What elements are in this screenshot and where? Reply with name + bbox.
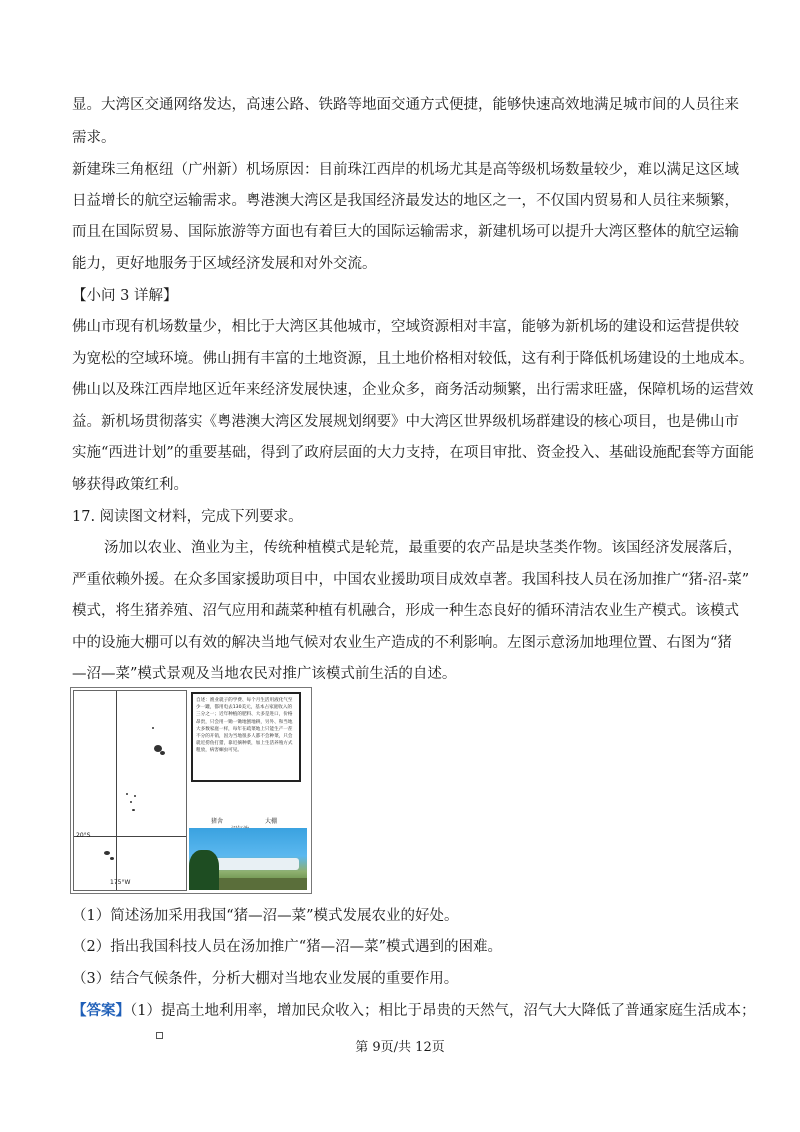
answer-tag: 【答案】 xyxy=(72,1002,130,1019)
island-mark xyxy=(110,857,114,860)
answer-text: （1）提高土地利用率，增加民众收入；相比于昂贵的天然气，沼气大大降低了普通家庭生活成本； xyxy=(130,1003,756,1019)
photo-label: 大棚 xyxy=(265,818,278,825)
latitude-label: 20°S xyxy=(76,832,91,839)
island-mark xyxy=(134,795,136,797)
island-mark xyxy=(126,793,128,795)
island-mark xyxy=(132,809,135,811)
paragraph-line: 汤加以农业、渔业为主，传统种植模式是轮荒，最重要的农产品是块茎类作物。该国经济发展落后， xyxy=(104,540,742,556)
question-item: （2）指出我国科技人员在汤加推广“猪—沼—菜”模式遇到的困难。 xyxy=(72,939,503,955)
text-line: 能力，更好地服务于区域经济发展和对外交流。 xyxy=(72,256,377,272)
landscape-photo xyxy=(189,828,307,890)
text-line: 显。大湾区交通网络发达，高速公路、铁路等地面交通方式便捷，能够快速高效地满足城市间的人员往来 xyxy=(72,97,739,113)
answer-line xyxy=(72,1001,755,1021)
paragraph-line: 中的设施大棚可以有效的解决当地气候对农业生产造成的不利影响。左图示意汤加地理位置、右图为“猪 xyxy=(72,635,732,651)
paragraph-line: 严重依赖外援。在众多国家援助项目中，中国农业援助项目成效卓著。我国科技人员在汤加推广“猪-沼-菜” xyxy=(72,572,750,588)
question-item: （3）结合气候条件，分析大棚对当地农业发展的重要作用。 xyxy=(72,971,459,987)
text-line: 佛山以及珠江西岸地区近年来经济发展快速，企业众多，商务活动频繁，出行需求旺盛，保障机场的运营效 xyxy=(72,382,754,398)
latitude-line xyxy=(74,836,186,837)
island-mark xyxy=(160,751,165,755)
text-line: 需求。 xyxy=(72,130,116,146)
meridian-line xyxy=(116,691,117,890)
trees xyxy=(189,850,219,890)
photo-label: 猪舍 xyxy=(211,818,224,825)
text-line: 而且在国际贸易、国际旅游等方面也有着巨大的国际运输需求，新建机场可以提升大湾区整体的航空运输 xyxy=(72,224,739,240)
text-line: 益。新机场贯彻落实《粤港澳大湾区发展规划纲要》中大湾区世界级机场群建设的核心项目，也是佛山市 xyxy=(72,414,739,430)
text-line: 够获得政策红利。 xyxy=(72,477,188,493)
text-line: 实施“西进计划”的重要基础，得到了政府层面的大力支持，在项目审批、资金投入、基础设施配套等方面能 xyxy=(72,445,754,461)
section-heading: 【小问 3 详解】 xyxy=(72,288,178,304)
island-mark xyxy=(152,727,154,729)
text-line: 新建珠三角枢纽（广州新）机场原因：目前珠江西岸的机场尤其是高等级机场数量较少，难以满足这区域 xyxy=(72,162,739,178)
paragraph-line: —沼—菜”模式景观及当地农民对推广该模式前生活的自述。 xyxy=(72,666,457,682)
text-line: 佛山市现有机场数量少，相比于大湾区其他城市，空域资源相对丰富，能够为新机场的建设和运营提供较 xyxy=(72,319,739,335)
question-item: （1）简述汤加采用我国“猪—沼—菜”模式发展农业的好处。 xyxy=(72,908,459,924)
page-footer: 第 9页/共 12页 xyxy=(355,1040,445,1055)
island-mark xyxy=(104,851,110,855)
text-line: 为宽松的空域环境。佛山拥有丰富的土地资源，且土地价格相对较低，这有利于降低机场建设的土地成本。 xyxy=(72,351,754,367)
figure xyxy=(70,687,312,894)
longitude-label: 175°W xyxy=(110,879,131,886)
island-mark xyxy=(130,801,132,803)
paragraph-line: 模式，将生猪养殖、沼气应用和蔬菜种植有机融合，形成一种生态良好的循环清洁农业生产模式。该模式 xyxy=(72,603,739,619)
question-title: 17. 阅读图文材料，完成下列要求。 xyxy=(72,509,303,525)
text-line: 日益增长的航空运输需求。粤港澳大湾区是我国经济最发达的地区之一，不仅国内贸易和人员往来频繁， xyxy=(72,193,739,209)
farmer-statement: 自述：渔业就子的学费、每个月生活用液化气至少一罐，都用电去130美元，基本占家庭收入的三分之一；近年种植的肥料、大多是进口，价格昂贵，只会用一锄一锄地刨地耕，另外、和当地大多数家庭一样，每年在疏菜地上只能生产一茬不分的开销，因为当地很多人都不会种菜，只会就近捞鱼打猎，靠近摘种菜，加上生活养殖方式粗放，病害蛔虫可见。 xyxy=(191,692,301,782)
tonga-location-map xyxy=(73,690,187,891)
